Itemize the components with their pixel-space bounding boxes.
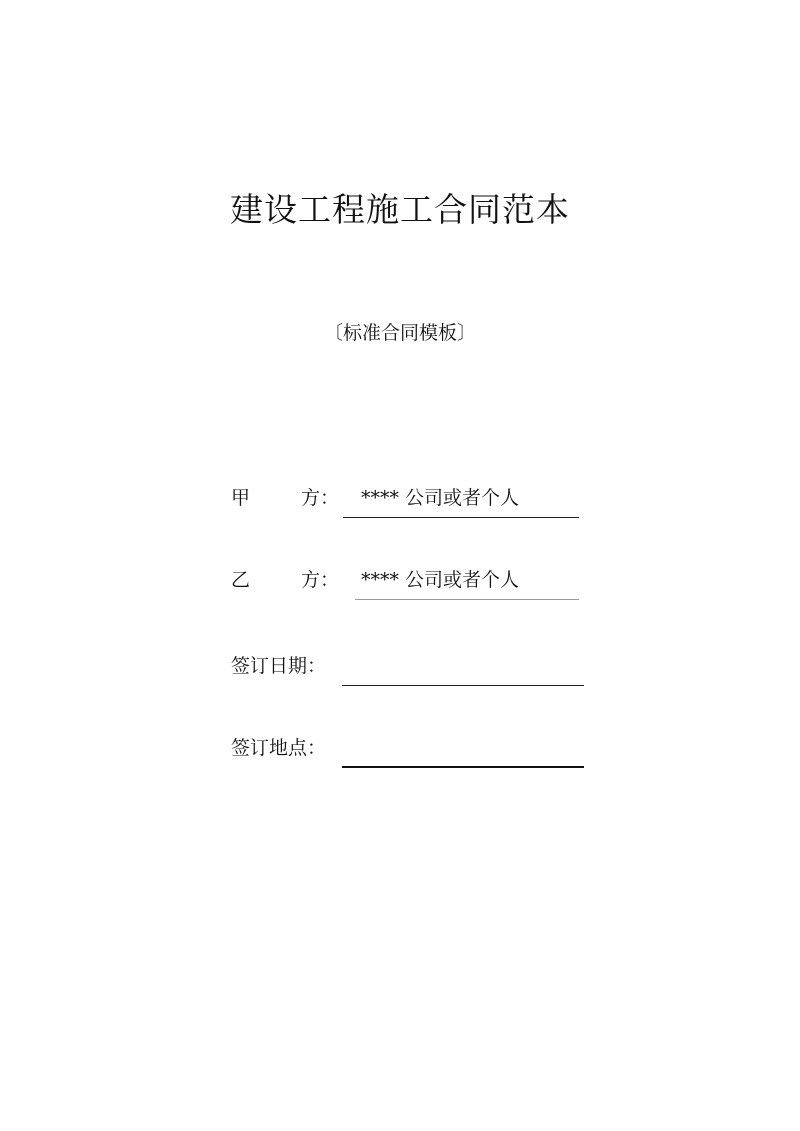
document-title: 建设工程施工合同范本 [230,190,570,229]
sign-date-field [231,656,591,686]
party-a-label-right: 方： [301,487,340,509]
sign-date-underline [342,685,584,686]
sign-date-label: 签订日期： [231,655,327,677]
party-a-value[interactable]: **** 公司或者个人 [361,487,520,509]
sign-place-field [231,738,591,768]
party-b-field [231,570,591,600]
party-a-label-left: 甲 [231,487,251,509]
sign-place-label: 签订地点： [231,737,327,759]
party-a-underline [343,517,579,518]
party-a-field [231,488,591,518]
party-b-label-left: 乙 [231,569,251,591]
party-b-underline [355,599,579,600]
party-b-value[interactable]: **** 公司或者个人 [361,569,520,591]
document-subtitle: 〔标准合同模板〕 [323,322,476,344]
sign-place-underline [342,766,584,768]
party-b-label-right: 方： [301,569,340,591]
